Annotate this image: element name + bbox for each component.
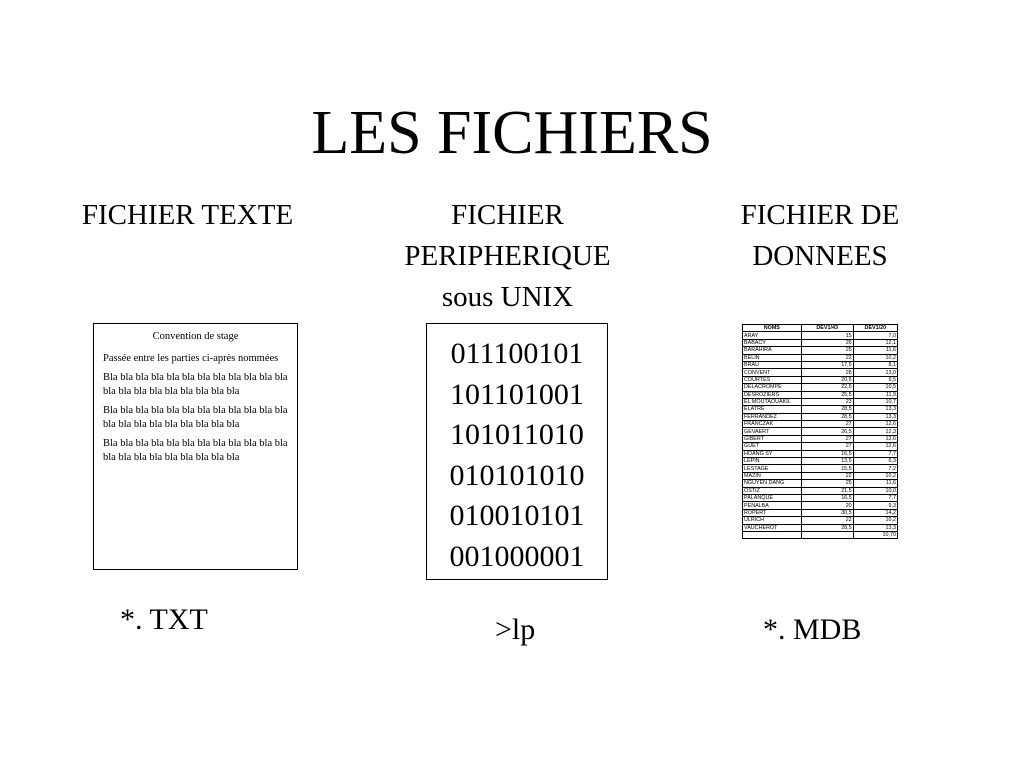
table-row — [743, 391, 898, 398]
table-cell-name: PALANQUE — [743, 494, 802, 501]
binary-line: 010101010 — [449, 458, 585, 492]
table-cell-value: 17,5 — [801, 361, 853, 368]
table-cell-value: 16,5 — [801, 450, 853, 457]
table-cell-value: 28,5 — [801, 413, 853, 420]
table-row — [743, 347, 898, 354]
table-row — [743, 494, 898, 501]
table-cell-value: 26 — [801, 339, 853, 346]
table-cell-value: 13,3 — [853, 413, 897, 420]
binary-line: 001000001 — [449, 539, 585, 573]
binary-data-box — [426, 323, 608, 580]
table-cell-value: 12,3 — [853, 428, 897, 435]
extension-txt: *. TXT — [120, 603, 208, 636]
heading-device-file-line: PERIPHERIQUE — [404, 240, 611, 272]
table-cell-name: EL MOUTAOUAKIL — [743, 398, 802, 405]
table-cell-value: 25 — [801, 480, 853, 487]
document-paragraph: Bla bla bla bla bla bla bla bla bla bla bla bla bla bla bla bla bla bla bla bla bla — [103, 438, 288, 463]
heading-device-file — [360, 195, 655, 318]
table-cell-value: 12,6 — [853, 435, 897, 442]
table-cell-value: 7,0 — [853, 332, 897, 339]
text-file-document — [93, 323, 298, 570]
table-cell-value — [801, 531, 853, 538]
table-cell-name: NGUYEN DANG — [743, 480, 802, 487]
table-row — [743, 428, 898, 435]
table-row — [743, 398, 898, 405]
table-row — [743, 435, 898, 442]
table-row — [743, 480, 898, 487]
table-cell-value: 23 — [801, 398, 853, 405]
table-row — [743, 531, 898, 538]
table-cell-name: OSTIZ — [743, 487, 802, 494]
heading-device-file-line: sous UNIX — [441, 281, 574, 313]
table-cell-value: 11,6 — [853, 480, 897, 487]
table-cell-value: 22,5 — [801, 384, 853, 391]
table-cell-value: 22 — [801, 517, 853, 524]
table-cell-value: 28,5 — [801, 406, 853, 413]
table-row — [743, 421, 898, 428]
table-cell-name: LEPIN — [743, 458, 802, 465]
table-cell-value: 9,3 — [853, 502, 897, 509]
table-cell-value: 28,5 — [801, 524, 853, 531]
table-cell-name: ELATRE — [743, 406, 802, 413]
table-cell-value: 12,6 — [853, 443, 897, 450]
heading-data-file-line: DONNEES — [752, 240, 888, 272]
table-row — [743, 450, 898, 457]
table-cell-value: 16,5 — [801, 494, 853, 501]
table-header-row — [743, 325, 898, 332]
table-cell-value: 27 — [801, 435, 853, 442]
table-cell-value: 8,1 — [853, 361, 897, 368]
page-title: LES FICHIERS — [311, 99, 713, 167]
table-cell-name: DELACROMPE — [743, 384, 802, 391]
table-cell-value: 11,6 — [853, 347, 897, 354]
table-cell-name: BRAU — [743, 361, 802, 368]
table-cell-value: 10,5 — [853, 384, 897, 391]
table-row — [743, 458, 898, 465]
column-header: DEV1/43 — [801, 325, 853, 332]
column-header: NOMS — [743, 325, 802, 332]
table-cell-name: ARAY — [743, 332, 802, 339]
table-cell-value: 10,0 — [853, 487, 897, 494]
table-cell-name — [743, 531, 802, 538]
table-cell-value: 14,2 — [853, 509, 897, 516]
table-cell-name: CONVENT — [743, 369, 802, 376]
table-cell-name: ROPERT — [743, 509, 802, 516]
table-cell-value: 25,5 — [801, 391, 853, 398]
document-title: Convention de stage — [152, 331, 239, 342]
table-cell-value: 30,5 — [801, 509, 853, 516]
table-cell-value: 15,5 — [801, 465, 853, 472]
table-cell-name: PENALBA — [743, 502, 802, 509]
table-cell-value: 7,7 — [853, 450, 897, 457]
table-row — [743, 406, 898, 413]
table-cell-value: 27 — [801, 421, 853, 428]
table-cell-value: 10,70 — [853, 531, 897, 538]
table-cell-name: GUET — [743, 443, 802, 450]
table-cell-value: 7,2 — [853, 465, 897, 472]
table-cell-value: 20,5 — [801, 376, 853, 383]
table-cell-value: 11,9 — [853, 391, 897, 398]
table-cell-name: BARAHIRA — [743, 347, 802, 354]
table-cell-value: 13,3 — [853, 406, 897, 413]
table-cell-value: 27 — [801, 443, 853, 450]
table-cell-name: FERRANDEZ — [743, 413, 802, 420]
heading-data-file — [670, 195, 970, 277]
table-cell-value: 13,3 — [853, 524, 897, 531]
table-cell-name: LESTAGE — [743, 465, 802, 472]
table-cell-value: 10,7 — [853, 398, 897, 405]
table-row — [743, 369, 898, 376]
table-body — [743, 332, 898, 539]
binary-line: 010010101 — [449, 499, 585, 532]
table-row — [743, 465, 898, 472]
table-row — [743, 443, 898, 450]
binary-line: 011100101 — [450, 337, 584, 370]
table-cell-value: 9,5 — [853, 376, 897, 383]
table-row — [743, 524, 898, 531]
table-row — [743, 332, 898, 339]
table-cell-value: 12,1 — [853, 339, 897, 346]
binary-line: 101101001 — [450, 377, 584, 411]
table-row — [743, 361, 898, 368]
table-cell-value: 25 — [801, 347, 853, 354]
heading-text-file — [40, 195, 335, 236]
document-paragraph: Passée entre les parties ci-après nommées — [103, 352, 279, 364]
table-cell-value: 26,5 — [801, 428, 853, 435]
document-paragraph: Bla bla bla bla bla bla bla bla bla bla bla bla bla bla bla bla bla bla bla bla bla — [103, 405, 288, 430]
table-cell-value: 20 — [801, 502, 853, 509]
table-cell-value: 15 — [801, 332, 853, 339]
table-row — [743, 472, 898, 479]
table-cell-name: DESROZIERS — [743, 391, 802, 398]
table-cell-name: GEVAERT — [743, 428, 802, 435]
heading-data-file-line: FICHIER DE — [740, 199, 900, 231]
table-cell-name: HOANG SY — [743, 450, 802, 457]
extension-mdb: *. MDB — [763, 613, 862, 646]
table-cell-name: ULRICH — [743, 517, 802, 524]
table-cell-value: 7,7 — [853, 494, 897, 501]
table-cell-name: COURTES — [743, 376, 802, 383]
table-cell-value: 10,2 — [853, 517, 897, 524]
table-cell-value: 22 — [801, 472, 853, 479]
table-row — [743, 339, 898, 346]
table-cell-value: 13,0 — [853, 369, 897, 376]
table-row — [743, 487, 898, 494]
table-row — [743, 376, 898, 383]
table-cell-name: VAUCHEROT — [743, 524, 802, 531]
table-row — [743, 509, 898, 516]
table-cell-value: 12,6 — [853, 421, 897, 428]
document-paragraph: Bla bla bla bla bla bla bla bla bla bla bla bla bla bla bla bla bla bla bla bla bla — [103, 372, 288, 397]
data-table — [742, 324, 898, 539]
table-row — [743, 384, 898, 391]
table-cell-value: 6,3 — [853, 458, 897, 465]
table-row — [743, 413, 898, 420]
table-cell-value: 10,2 — [853, 354, 897, 361]
table-row — [743, 517, 898, 524]
table-cell-value: 10,2 — [853, 472, 897, 479]
table-row — [743, 502, 898, 509]
heading-device-file-line: FICHIER — [451, 199, 564, 231]
table-cell-name: MAZIN — [743, 472, 802, 479]
table-cell-value: 28 — [801, 369, 853, 376]
table-cell-name: FRANCZAK — [743, 421, 802, 428]
table-cell-name: BABACY — [743, 339, 802, 346]
column-header: DEV1/20 — [853, 325, 897, 332]
table-cell-value: 21,5 — [801, 487, 853, 494]
table-row — [743, 354, 898, 361]
table-cell-value: 13,5 — [801, 458, 853, 465]
table-cell-name: GIBERT — [743, 435, 802, 442]
table-cell-value: 22 — [801, 354, 853, 361]
extension-lp: >lp — [495, 613, 536, 646]
heading-text-file-line: FICHIER TEXTE — [81, 199, 294, 231]
binary-line: 101011010 — [450, 418, 584, 451]
table-cell-name: BELIN — [743, 354, 802, 361]
